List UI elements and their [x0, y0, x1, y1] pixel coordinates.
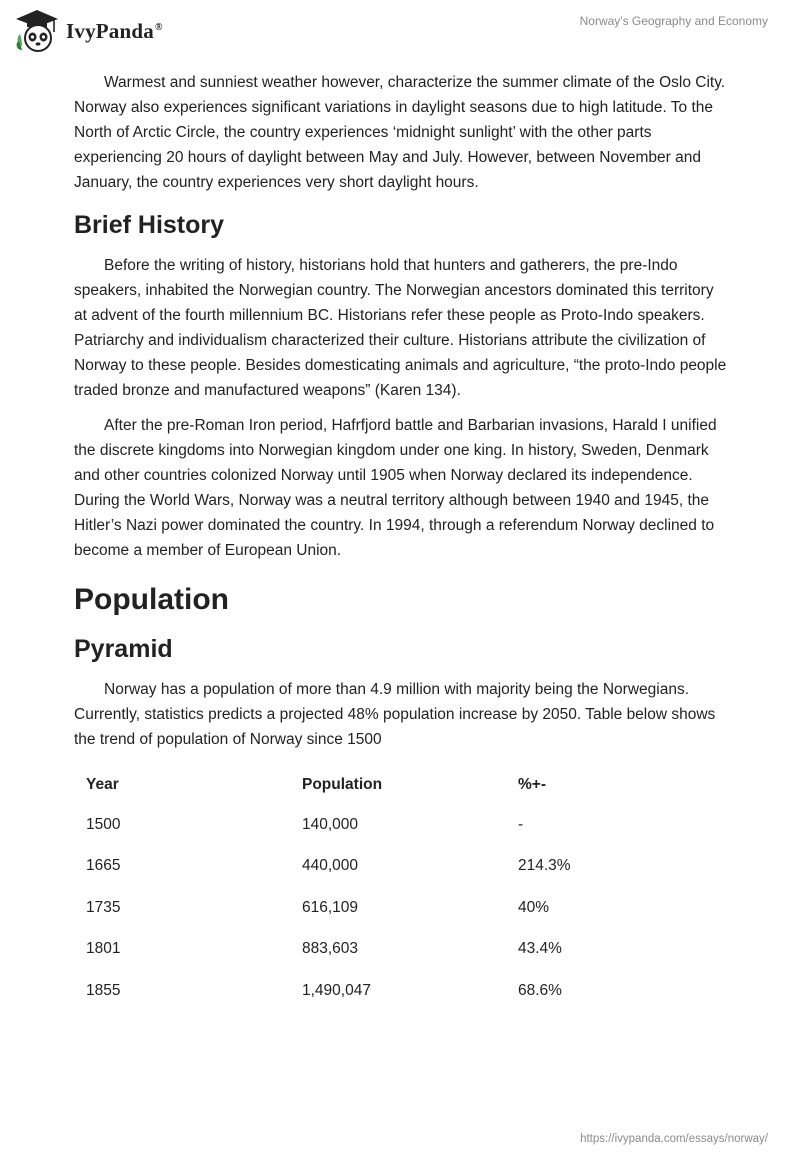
- change-cell: 214.3%: [518, 857, 571, 875]
- year-cell: 1735: [86, 898, 121, 916]
- year-cell: 1500: [86, 815, 121, 833]
- column-header-year: Year: [86, 776, 119, 793]
- column-header-population: Population: [302, 776, 383, 793]
- ivypanda-logo[interactable]: [14, 9, 163, 53]
- year-cell: 1801: [86, 940, 121, 958]
- year-cell: 1665: [86, 857, 121, 875]
- table-row: [74, 887, 722, 929]
- table-header-row: [74, 766, 722, 804]
- document-title: Norway's Geography and Economy: [579, 14, 768, 28]
- panda-graduate-icon: [14, 8, 60, 54]
- column-header-change: %+-: [518, 776, 546, 793]
- table-row: [74, 804, 722, 846]
- brief-history-heading: Brief History: [74, 211, 225, 239]
- population-heading: Population: [74, 583, 229, 616]
- source-url-link[interactable]: https://ivypanda.com/essays/norway/: [580, 1133, 768, 1145]
- year-cell: 1855: [86, 981, 121, 999]
- change-cell: -: [518, 815, 524, 833]
- population-cell: 883,603: [302, 940, 359, 958]
- population-cell: 616,109: [302, 898, 359, 916]
- pyramid-heading: Pyramid: [74, 635, 173, 663]
- population-cell: 440,000: [302, 857, 359, 875]
- population-cell: 140,000: [302, 815, 359, 833]
- change-cell: 68.6%: [518, 981, 562, 999]
- change-cell: 40%: [518, 898, 550, 916]
- population-cell: 1,490,047: [302, 981, 371, 999]
- page-header: [0, 0, 800, 60]
- history-paragraph-2: After the pre-Roman Iron period, Hafrfjord battle and Barbarian invasions, Harald I unified the discrete kingdoms into Norwegian kingdom under one king. In history, Sweden, Denmark and other countries colonized Norway until 1905 when Norway declared its independence. During the World Wars, Norway was a neutral territory although between 1940 and 1945, the Hitler’s Nazi power dominated the country. In 1994, through a referendum Norway declined to become a member of European Union.: [74, 417, 717, 559]
- population-table: [74, 766, 722, 1012]
- population-paragraph: Norway has a population of more than 4.9 million with majority being the Norwegians. Currently, statistics predicts a projected 48% population increase by 2050. Table below shows the trend of population of Norway since 1500: [74, 681, 716, 748]
- change-cell: 43.4%: [518, 940, 562, 958]
- table-row: [74, 970, 722, 1012]
- intro-paragraph: Warmest and sunniest weather however, characterize the summer climate of the Oslo City. Norway also experiences significant variations in daylight seasons due to high latitude. To the North of Arctic Circle, the country experiences ‘midnight sunlight’ with the other parts experiencing 20 hours of daylight between May and July. However, between November and January, the country experiences very short daylight hours.: [74, 74, 726, 191]
- table-row: [74, 929, 722, 971]
- table-row: [74, 846, 722, 888]
- history-paragraph-1: Before the writing of history, historians hold that hunters and gatherers, the pre-Indo speakers, inhabited the Norwegian country. The Norwegian ancestors dominated this territory at advent of the fourth millennium BC. Historians refer these people as Proto-Indo speakers. Patriarchy and individualism characterized their culture. Historians attribute the civilization of Norway to these people. Besides domesticating animals and agriculture, “the proto-Indo people traded bronze and manufactured weapons” (Karen 134).: [74, 257, 727, 399]
- essay-content: [74, 70, 729, 1012]
- brand-name: IvyPanda®: [66, 18, 163, 43]
